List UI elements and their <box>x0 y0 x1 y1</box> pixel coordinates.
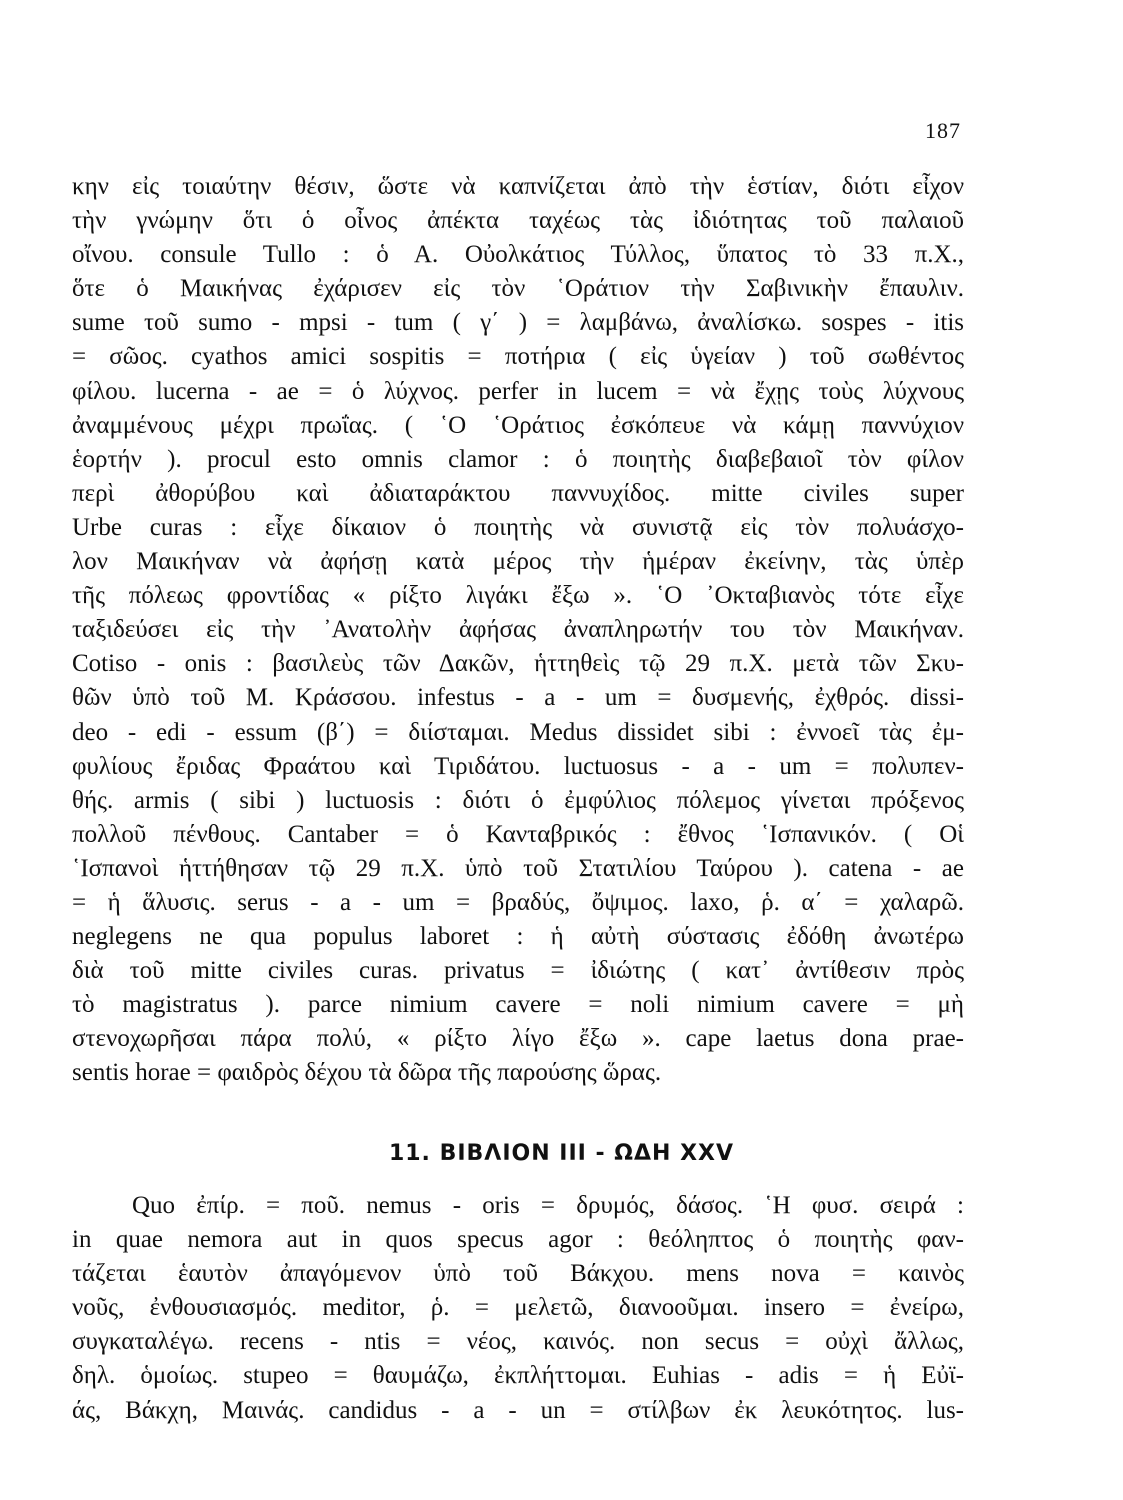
text-line: deo - edi - essum (β΄) = διίσταμαι. Medus dissidet sibi : ἐννοεῖ τὰς ἐμ- <box>72 718 964 746</box>
text-line: ἑορτήν ). procul esto omnis clamor : ὁ ποιητὴς διαβεβαιοῖ τὸν φίλον <box>72 445 964 473</box>
text-line: διὰ τοῦ mitte civiles curas. privatus = ἰδιώτης ( κατ᾿ ἀντίθεσιν πρὸς <box>72 957 964 985</box>
text-line: στενοχωρῆσαι πάρα πολύ, « ρίξτο λίγο ἔξω ». cape laetus dona prae- <box>72 1025 964 1053</box>
text-line: ῾Ισπανοὶ ἡττήθησαν τῷ 29 π.Χ. ὑπὸ τοῦ Στατιλίου Ταύρου ). catena - ae <box>72 854 964 882</box>
text-line: in quae nemora aut in quos specus agor : θεόληπτος ὁ ποιητὴς φαν- <box>72 1226 964 1254</box>
text-line: sentis horae = φαιδρὸς δέχου τὰ δῶρα τῆς παρούσης ὥρας. <box>72 1059 662 1087</box>
text-line: νοῦς, ἐνθουσιασμός. meditor, ῥ. = μελετῶ, διανοοῦμαι. insero = ἐνείρω, <box>72 1294 964 1322</box>
text-line: κην εἰς τοιαύτην θέσιν, ὥστε νὰ καπνίζεται ἀπὸ τὴν ἑστίαν, διότι εἶχον <box>72 173 964 200</box>
section-text <box>72 1189 964 1428</box>
text-line: φίλου. lucerna - ae = ὁ λύχνος. perfer in lucem = νὰ ἔχῃς τοὺς λύχνους <box>72 377 964 405</box>
text-line: οἴνου. consule Tullo : ὁ Α. Οὐολκάτιος Τύλλος, ὕπατος τὸ 33 π.Χ., <box>72 241 964 269</box>
text-line: ὅτε ὁ Μαικήνας ἐχάρισεν εἰς τὸν ῾Οράτιον τὴν Σαβινικὴν ἔπαυλιν. <box>72 275 964 303</box>
text-line: sume τοῦ sumo - mpsi - tum ( γ΄ ) = λαμβάνω, ἀναλίσκω. sospes - itis <box>72 309 964 337</box>
page-number: 187 <box>925 118 961 143</box>
text-line: τὸ magistratus ). parce nimium cavere = noli nimium cavere = μὴ <box>72 991 964 1019</box>
text-line: θῶν ὑπὸ τοῦ Μ. Κράσσου. infestus - a - um = δυσμενής, ἐχθρός. dissi- <box>72 684 964 712</box>
text-line: θής. armis ( sibi ) luctuosis : διότι ὁ ἐμφύλιος πόλεμος γίνεται πρόξενος <box>72 786 964 814</box>
commentary-text <box>72 170 964 1091</box>
text-line: πολλοῦ πένθους. Cantaber = ὁ Κανταβρικός : ἔθνος ῾Ισπανικόν. ( Οἱ <box>72 820 964 848</box>
text-line: περὶ ἀθορύβου καὶ ἀδιαταράκτου παννυχίδος. mitte civiles super <box>72 479 964 507</box>
text-line: τάζεται ἑαυτὸν ἀπαγόμενον ὑπὸ τοῦ Βάκχου. mens nova = καινὸς <box>72 1260 964 1288</box>
text-line: = ἡ ἅλυσις. serus - a - um = βραδύς, ὄψιμος. laxo, ῥ. α΄ = χαλαρῶ. <box>72 888 964 916</box>
text-line: ἀναμμένους μέχρι πρωΐας. ( ῾Ο ῾Οράτιος ἐσκόπευε νὰ κάμῃ παννύχιον <box>72 411 964 439</box>
text-line: τὴν γνώμην ὅτι ὁ οἶνος ἀπέκτα ταχέως τὰς ἰδιότητας τοῦ παλαιοῦ <box>72 207 964 235</box>
text-line: φυλίους ἔριδας Φραάτου καὶ Τιριδάτου. luctuosus - a - um = πολυπεν- <box>72 752 964 780</box>
text-line: δηλ. ὁμοίως. stupeo = θαυμάζω, ἐκπλήττομαι. Euhias - adis = ἡ Εὐϊ- <box>72 1362 964 1390</box>
text-line: Cotiso - onis : βασιλεὺς τῶν Δακῶν, ἡττηθεὶς τῷ 29 π.Χ. μετὰ τῶν Σκυ- <box>72 650 964 678</box>
text-line: Quo ἐπίρ. = ποῦ. nemus - oris = δρυμός, δάσος. ῾Η φυσ. σειρά : <box>132 1192 964 1219</box>
text-line: ταξιδεύσει εἰς τὴν ᾿Ανατολὴν ἀφήσας ἀναπληρωτήν του τὸν Μαικήναν. <box>72 616 964 644</box>
text-line: λον Μαικήναν νὰ ἀφήσῃ κατὰ μέρος τὴν ἡμέραν ἐκείνην, τὰς ὑπὲρ <box>72 548 964 576</box>
text-line: neglegens ne qua populus laboret : ἡ αὐτὴ σύστασις ἐδόθη ἀνωτέρω <box>72 923 964 951</box>
text-line: τῆς πόλεως φροντίδας « ρίξτο λιγάκι ἔξω ». ῾Ο ᾿Οκταβιανὸς τότε εἶχε <box>72 582 964 610</box>
text-line: άς, Βάκχη, Μαινάς. candidus - a - un = στίλβων ἐκ λευκότητος. lus- <box>72 1396 964 1424</box>
text-line: Urbe curas : εἶχε δίκαιον ὁ ποιητὴς νὰ συνιστᾷ εἰς τὸν πολυάσχο- <box>72 513 964 541</box>
text-line: συγκαταλέγω. recens - ntis = νέος, καινός. non secus = οὐχὶ ἄλλως, <box>72 1328 964 1356</box>
text-line: = σῶος. cyathos amici sospitis = ποτήρια ( εἰς ὑγείαν ) τοῦ σωθέντος <box>72 343 964 371</box>
section-heading: 11. ΒΙΒΛΙΟΝ ΙΙΙ - ΩΔΗ XXV <box>388 1141 735 1166</box>
